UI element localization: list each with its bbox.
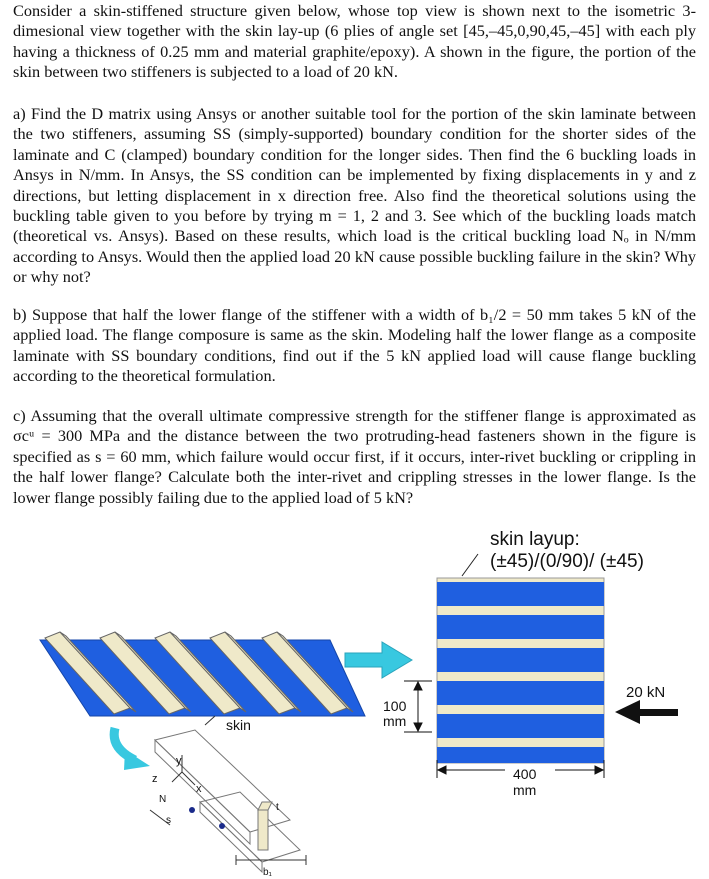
part-b-text: b) Suppose that half the lower flange of the stiffener with a width of b₁/2 = 50 mm takes 5 kN of the applied load. The flange composure is same as the skin. Modeling half the lower flange as a composite laminate with SS boundary conditions, find out if the 5 kN applied load will cause flange buckling according to the theoretical formulation. [13, 305, 696, 386]
spacing-value: 100 [383, 698, 407, 714]
dim-t-label: t [276, 802, 279, 813]
fasteners [189, 807, 225, 829]
width-unit: mm [513, 782, 537, 798]
skin-layup-stack [437, 578, 604, 763]
skin-label: skin [226, 717, 251, 733]
spacing-unit: mm [383, 713, 407, 729]
spacing-dimension [404, 681, 432, 732]
load-arrow [615, 700, 678, 724]
dim-s-label: s [166, 815, 171, 826]
problem-part-a [13, 104, 696, 288]
problem-intro [13, 1, 696, 83]
load-label: 20 kN [626, 684, 666, 701]
axis-n-label: N [159, 794, 167, 805]
skin-layup-title: skin layup: [490, 529, 580, 550]
width-value: 400 [513, 766, 537, 782]
part-a-text: a) Find the D matrix using Ansys or another suitable tool for the portion of the skin laminate between the two stiffeners, assuming SS (simply-supported) boundary condition for the shorter sides of the laminate and C (clamped) boundary condition for the longer sides. Then find the 6 buckling loads in Ansys in N/mm. In Ansys, the SS condition can be implemented by fixing displacements in y and z directions, but letting displacement in x direction free. Also find the theoretical solutions using the buckling table given to you before by trying m = 1, 2 and 3. See which of the buckling loads match (theoretical vs. Ansys). Based on these results, which load is the critical buckling load Nₒ in N/mm according to Ansys. Would then the applied load 20 kN cause possible buckling failure in the skin? Why or why not? [13, 104, 696, 287]
axis-y-label: y [176, 755, 182, 767]
stiffener-detail [155, 730, 300, 872]
structure-figure [0, 520, 709, 879]
dim-b1-label: b₁ [263, 867, 272, 878]
part-c-text: c) Assuming that the overall ultimate compressive strength for the stiffener flange is approximated as σcᵘ = 300 MPa and the distance between the two protruding-head fasteners shown in the figure is specified as s = 60 mm, which failure would occur first, if it occurs, inter-rivet buckling or crippling in the half lower flange? Calculate both the inter-rivet and crippling stresses in the lower flange. Is the lower flange possibly failing due to the applied load of 5 kN? [13, 406, 696, 507]
problem-part-b [13, 305, 696, 387]
view-arrow-right [345, 642, 412, 678]
view-arrow-down [114, 728, 150, 770]
intro-text: Consider a skin-stiffened structure given below, whose top view is shown next to the isometric 3-dimesional view together with the skin lay-up (6 plies of angle set [45,–45,0,90,45,–45] with each ply having a thickness of 0.25 mm and material graphite/epoxy). A shown in the figure, the portion of the skin between two stiffeners is subjected to a load of 20 kN. [13, 1, 696, 82]
isometric-skin-panel [40, 632, 365, 733]
problem-part-c [13, 406, 696, 508]
axis-x-label: x [196, 783, 202, 795]
axis-z-label: z [152, 773, 158, 785]
skin-layup-value: (±45)/(0/90)/ (±45) [490, 551, 644, 572]
